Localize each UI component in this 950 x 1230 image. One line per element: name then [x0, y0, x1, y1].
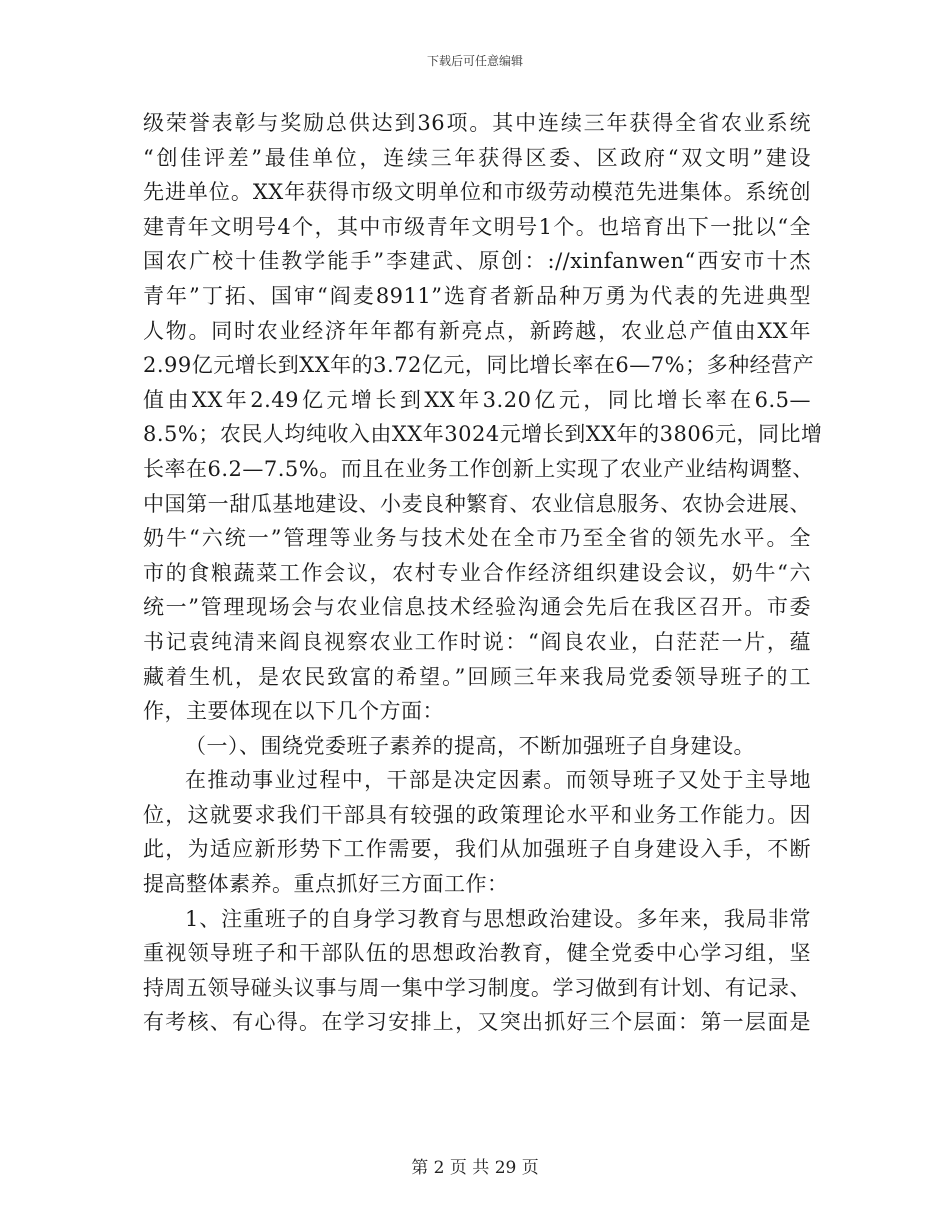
body-line: 国农广校十佳教学能手”李建武、原创：://xinfanwen“西安市十杰: [143, 249, 811, 274]
body-line: 值由XX年2.49亿元增长到XX年3.20亿元，同比增长率在6.5—: [143, 387, 811, 412]
body-line: 提高整体素养。重点抓好三方面工作：: [143, 872, 509, 897]
body-line: 人物。同时农业经济年年都有新亮点，新跨越，农业总产值由XX年: [143, 318, 811, 343]
body-line: 有考核、有心得。在学习安排上，又突出抓好三个层面：第一层面是: [143, 1010, 811, 1035]
body-line: 中国第一甜瓜基地建设、小麦良种繁育、农业信息服务、农协会进展、: [143, 491, 811, 516]
body-line: “创佳评差”最佳单位，连续三年获得区委、区政府“双文明”建设: [143, 145, 811, 170]
body-line: 2.99亿元增长到XX年的3.72亿元，同比增长率在6—7%；多种经营产: [143, 353, 815, 378]
section-heading: （一）、围绕党委班子素养的提高，不断加强班子自身建设。: [185, 733, 755, 758]
page-number: 第 2 页 共 29 页: [411, 1158, 539, 1178]
body-line: 青年”丁拓、国审“阎麦8911”选育者新品种万勇为代表的先进典型: [143, 283, 811, 308]
body-line: 重视领导班子和干部队伍的思想政治教育，健全党委中心学习组，坚: [143, 941, 811, 966]
body-line: 位，这就要求我们干部具有较强的政策理论水平和业务工作能力。因: [143, 802, 811, 827]
body-line: 藏着生机，是农民致富的希望。”回顾三年来我局党委领导班子的工: [143, 664, 811, 689]
body-line: 先进单位。XX年获得市级文明单位和市级劳动模范先进集体。系统创: [143, 180, 811, 205]
body-line: 此，为适应新形势下工作需要，我们从加强班子自身建设入手，不断: [143, 837, 811, 862]
body-line: 级荣誉表彰与奖励总供达到36项。其中连续三年获得全省农业系统: [143, 111, 811, 135]
body-line: 奶牛“六统一”管理等业务与技术处在全市乃至全省的领先水平。全: [143, 526, 811, 551]
body-line: 书记袁纯清来阎良视察农业工作时说：“阎良农业，白茫茫一片，蕴: [143, 629, 811, 654]
body-line: 长率在6.2—7.5%。而且在业务工作创新上实现了农业产业结构调整、: [143, 456, 814, 481]
document-body: [143, 106, 823, 1040]
body-line: 8.5%；农民人均纯收入由XX年3024元增长到XX年的3806元，同比增: [143, 422, 823, 447]
page-header-note: 下载后可任意编辑: [426, 54, 523, 68]
body-line: 建青年文明号4个，其中市级青年文明号1个。也培育出下一批以“全: [143, 214, 811, 239]
body-line: 市的食粮蔬菜工作会议，农村专业合作经济组织建设会议，奶牛“六: [143, 560, 811, 585]
body-line: 在推动事业过程中，干部是决定因素。而领导班子又处于主导地: [185, 768, 811, 793]
body-line: 1、注重班子的自身学习教育与思想政治建设。多年来，我局非常: [185, 906, 811, 931]
body-line: 作，主要体现在以下几个方面：: [143, 699, 444, 724]
body-line: 持周五领导碰头议事与周一集中学习制度。学习做到有计划、有记录、: [143, 975, 811, 1000]
body-line: 统一”管理现场会与农业信息技术经验沟通会先后在我区召开。市委: [143, 595, 811, 620]
